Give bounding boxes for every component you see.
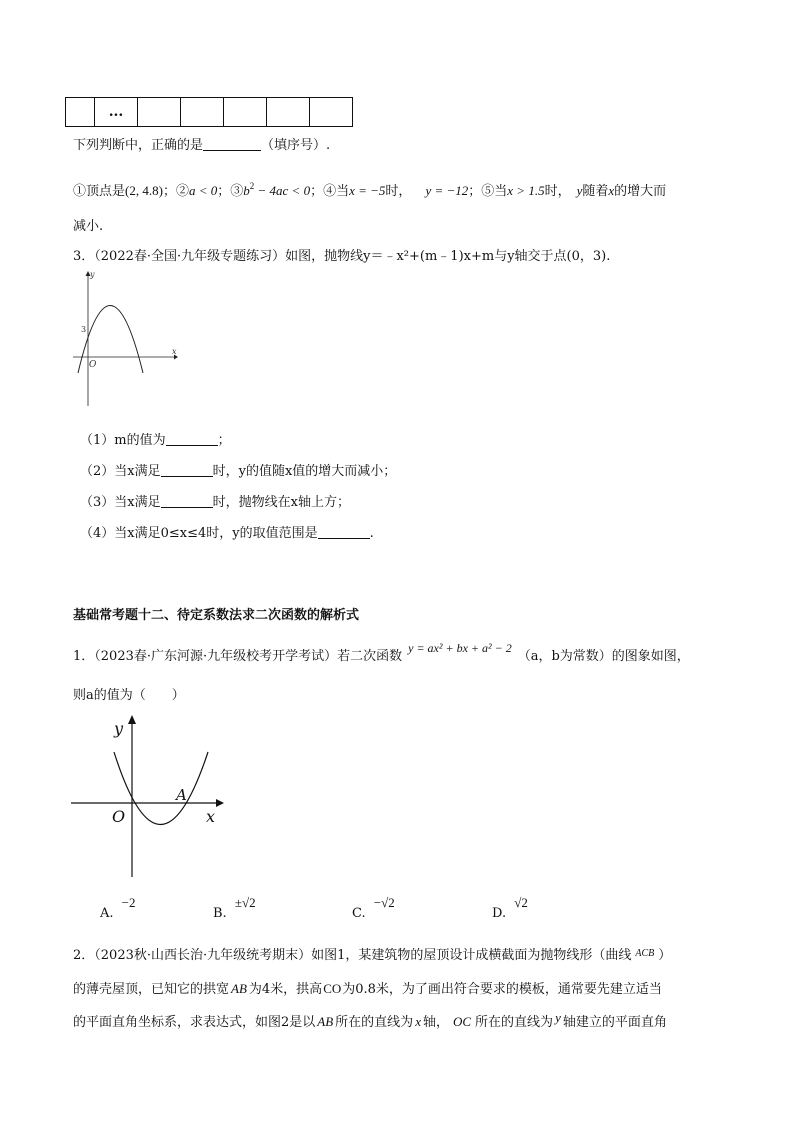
option-value: ±√2 <box>234 895 256 910</box>
q2-text: ；② <box>162 184 189 199</box>
discriminant-expr: $b^2 - 4ac < 0$ <box>243 181 311 198</box>
s1-stem <box>73 641 690 666</box>
q3-sub4-tail: . <box>369 526 374 541</box>
q3-parabola-graph <box>70 268 180 408</box>
q2-text: 时， <box>385 184 412 199</box>
q3-sub1 <box>80 431 231 450</box>
s1-parabola-graph <box>68 712 230 882</box>
table-cell <box>138 98 181 127</box>
x-axis-label: x <box>172 347 177 356</box>
y-intercept-label: 3 <box>81 325 87 334</box>
answer-blank <box>318 524 370 539</box>
x-axis-arrow-icon <box>216 799 224 807</box>
q2-text: ；④当 <box>310 184 350 199</box>
s2-math: CO <box>323 981 342 996</box>
s2-math: AB <box>317 1014 334 1029</box>
table-cell <box>310 98 353 127</box>
q3-sub4 <box>80 524 374 543</box>
x-var: x <box>608 183 615 198</box>
q3-sub2 <box>80 462 396 481</box>
answer-blank <box>161 493 213 508</box>
option-a[interactable] <box>100 895 136 921</box>
option-b[interactable] <box>213 895 256 921</box>
table-cell <box>66 98 95 127</box>
s2-math: y <box>555 1010 561 1025</box>
q3-stem: 3．（2022春·全国·九年级专题练习）如图，抛物线y＝﹣x²+(m﹣1)x+m与y轴交于点(0，3). <box>73 249 611 264</box>
answer-blank <box>203 136 261 151</box>
s2-math: ACB <box>635 948 655 959</box>
option-letter: B. <box>213 906 227 921</box>
q3-sub3-text: （3）当x满足 <box>80 495 161 510</box>
q3-sub1-tail: ； <box>217 433 231 448</box>
option-value: √2 <box>514 895 528 910</box>
point-a-label: A <box>176 786 187 804</box>
q3-sub4-text: （4）当x满足0≤x≤4时，y的取值范围是 <box>80 526 318 541</box>
s2-line2 <box>73 980 662 999</box>
x-gt-expr: x > 1.5 <box>507 183 545 198</box>
s2-text: 的薄壳屋顶，已知它的拱宽 <box>73 982 230 997</box>
y-axis-label: y <box>114 719 124 738</box>
table-cell <box>224 98 267 127</box>
s2-text: 轴， <box>422 1015 449 1030</box>
q2-options <box>73 177 666 201</box>
s1-question: 则a的值为（ ） <box>73 688 185 703</box>
option-value: −√2 <box>373 895 395 910</box>
q2-intro-tail: （填序号）. <box>261 138 331 153</box>
y-axis-label: y <box>90 270 95 279</box>
s2-math: AB <box>231 981 247 996</box>
answer-table <box>65 97 353 127</box>
origin-label: O <box>89 360 97 370</box>
q2-text: 的增大而 <box>614 184 667 199</box>
s1-formula: y = ax² + bx + a² − 2 <box>408 641 512 655</box>
x-expr: x = −5 <box>349 183 386 198</box>
table-cell: ... <box>95 98 138 127</box>
q3-sub3 <box>80 493 350 512</box>
q3-sub2-text: （2）当x满足 <box>80 464 161 479</box>
option-letter: A. <box>100 906 114 921</box>
a-expr: a < 0 <box>188 183 218 198</box>
s2-text: 为0.8米，为了画出符合要求的模板，通常要先建立适当 <box>342 982 662 997</box>
answer-blank <box>166 431 218 446</box>
y-axis-arrow-icon <box>128 715 136 724</box>
option-c[interactable] <box>352 895 395 921</box>
q3-sub2-tail: 时，y的值随x值的增大而减小； <box>212 464 397 479</box>
table-cell <box>181 98 224 127</box>
s2-line1 <box>73 947 671 966</box>
s2-text: 的平面直角坐标系，求表达式，如图2是以 <box>73 1015 316 1030</box>
s2-math: x <box>415 1014 421 1029</box>
vertex-expr: (2, 4.8) <box>125 183 163 198</box>
s2-line3 <box>73 1010 667 1032</box>
q2-text: 时， <box>544 184 571 199</box>
origin-label: O <box>112 807 126 826</box>
option-letter: C. <box>352 906 366 921</box>
q2-intro-text: 下列判断中，正确的是 <box>73 138 204 153</box>
section-title: 基础常考题十二、待定系数法求二次函数的解析式 <box>73 608 360 623</box>
y-expr: y = −12 <box>425 183 469 198</box>
y-var: y <box>576 183 583 198</box>
s1-stem-text: （a，b为常数）的图象如图， <box>517 649 690 664</box>
s2-text: 轴建立的平面直角 <box>562 1015 667 1030</box>
option-letter: D. <box>492 906 507 921</box>
q2-intro <box>73 136 330 155</box>
s2-text: 为4米，拱高 <box>248 982 323 997</box>
q3-sub3-tail: 时，抛物线在x轴上方； <box>212 495 350 510</box>
q2-text: ；⑤当 <box>468 184 508 199</box>
s2-text: 所在的直线为 <box>335 1015 414 1030</box>
s2-text: 所在的直线为 <box>475 1015 554 1030</box>
answer-blank <box>161 462 213 477</box>
q2-text: ①顶点是 <box>73 184 126 199</box>
option-d[interactable] <box>492 895 528 921</box>
q2-tail: 减小. <box>73 219 104 234</box>
x-axis-label: x <box>206 807 216 826</box>
q2-text: 随着 <box>582 184 609 199</box>
table-cell <box>267 98 310 127</box>
q3-sub1-text: （1）m的值为 <box>80 433 166 448</box>
s1-stem-text: 1．（2023春·广东河源·九年级校考开学考试）若二次函数 <box>73 649 403 664</box>
s2-text: 2．（2023秋·山西长治·九年级统考期末）如图1，某建筑物的屋顶设计成横截面为抛物线形（曲线 <box>73 948 632 963</box>
option-value: −2 <box>121 895 136 910</box>
s2-math: OC <box>452 1014 472 1029</box>
q2-text: ；③ <box>217 184 244 199</box>
parabola-curve <box>114 752 208 825</box>
s2-text: ） <box>658 948 672 963</box>
